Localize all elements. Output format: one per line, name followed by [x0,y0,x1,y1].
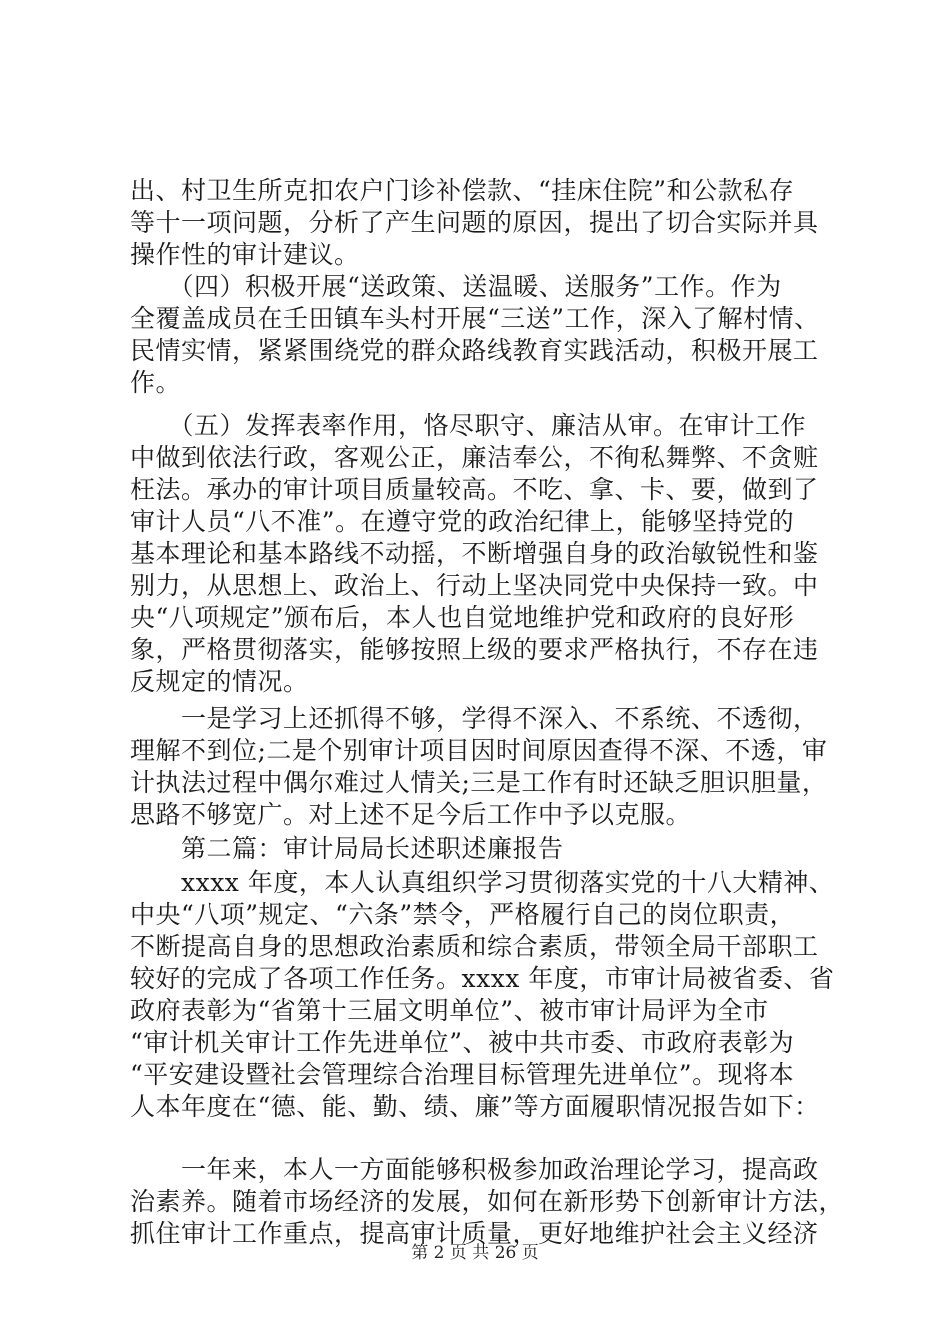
text-line: 计执法过程中偶尔难过人情关;三是工作有时还缺乏胆识胆量， [130,768,828,797]
text-line: 治素养。随着市场经济的发展，如何在新形势下创新审计方法， [130,1187,845,1216]
text-line: 中做到依法行政，客观公正，廉洁奉公，不徇私舞弊、不贪赃 [130,443,819,472]
text-line: 不断提高自身的思想政治素质和综合素质，带领全局干部职工 [130,932,819,961]
text-line: （五）发挥表率作用，恪尽职守、廉洁从审。在审计工作 [130,411,807,440]
text-line: “平安建设暨社会管理综合治理目标管理先进单位”。现将本 [130,1060,795,1089]
text-line: 央“八项规定”颁布后，本人也自觉地维护党和政府的良好形 [130,603,795,632]
text-line: 等十一项问题，分析了产生问题的原因，提出了切合实际并具 [130,208,819,237]
text-line: 别力，从思想上、政治上、行动上坚决同党中央保持一致。中 [130,571,819,600]
text-line: 一是学习上还抓得不够，学得不深入、不系统、不透彻， [130,704,819,733]
text-line: 审计人员“八不准”。在遵守党的政治纪律上，能够坚持党的 [130,507,795,536]
text-line: 抓住审计工作重点，提高审计质量，更好地维护社会主义经济 [130,1219,819,1248]
text-line: 政府表彰为“省第十三届文明单位”、被市审计局评为全市 [130,996,769,1025]
text-line: 操作性的审计建议。 [130,240,360,269]
text-line: 民情实情，紧紧围绕党的群众路线教育实践活动，积极开展工 [130,336,819,365]
text-line: 理解不到位;二是个别审计项目因时间原因查得不深、不透，审 [130,736,828,765]
text-line: 一年来，本人一方面能够积极参加政治理论学习，提高政 [130,1155,819,1184]
text-line: xxxx 年度，本人认真组织学习贯彻落实党的十八大精神、 [130,868,835,897]
text-line: 枉法。承办的审计项目质量较高。不吃、拿、卡、要，做到了 [130,475,819,504]
text-line: “审计机关审计工作先进单位”、被中共市委、市政府表彰为 [130,1028,795,1057]
text-line: （四）积极开展“送政策、送温暖、送服务”工作。作为 [130,272,782,301]
page-number-footer: 第 2 页 共 26 页 [411,1243,539,1263]
text-line: 全覆盖成员在壬田镇车头村开展“三送”工作，深入了解村情、 [130,304,820,333]
text-line: 反规定的情况。 [130,667,309,696]
text-line: 思路不够宽广。对上述不足今后工作中予以克服。 [130,800,692,829]
text-line: 较好的完成了各项工作任务。xxxx 年度，市审计局被省委、省 [130,964,835,993]
section-heading: 第二篇：审计局局长述职述廉报告 [130,834,564,863]
text-line: 象，严格贯彻落实，能够按照上级的要求严格执行，不存在违 [130,635,819,664]
text-line: 中央“八项”规定、“六条”禁令，严格履行自己的岗位职责， [130,900,796,929]
text-line: 作。 [130,368,182,397]
text-line: 人本年度在“德、能、勤、绩、廉”等方面履职情况报告如下： [130,1092,820,1121]
text-line: 基本理论和基本路线不动摇，不断增强自身的政治敏锐性和鉴 [130,539,819,568]
text-line: 出、村卫生所克扣农户门诊补偿款、“挂床住院”和公款私存 [130,176,795,205]
